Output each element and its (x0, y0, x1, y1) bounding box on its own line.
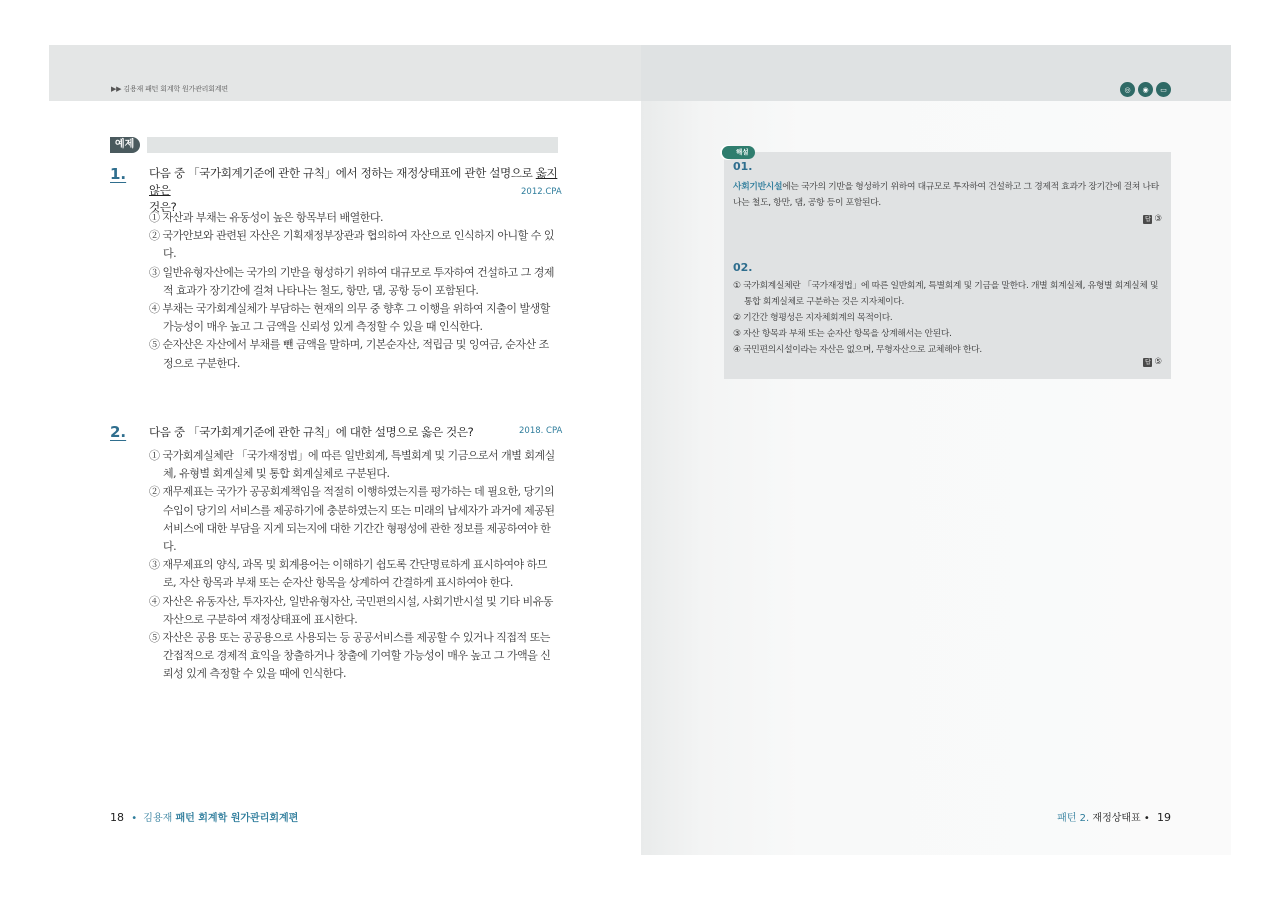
solution-text (733, 278, 1163, 358)
badge-icon: ◎ (1120, 82, 1135, 97)
solution-line: ④ 국민편의시설이라는 자산은 없으며, 무형자산으로 교체해야 한다. (733, 345, 982, 355)
option-item: ③ 재무제표의 양식, 과목 및 회계용어는 이해하기 쉽도록 간단명료하게 표시하여야 하므로, 자산 항목과 부채 또는 순자산 항목을 상계하여 간결하게 표시하여야 한다. (149, 558, 547, 590)
solution-tag: 해설 (722, 146, 755, 159)
option-item: ⑤ 자산은 공용 또는 공공용으로 사용되는 등 공공서비스를 제공할 수 있거나 직접적 또는 간접적으로 경제적 효익을 창출하거나 창출에 기여할 가능성이 매우 높고 그 가액을 신뢰성 있게 측정할 수 있을 때에 인식한다. (149, 631, 551, 681)
solution-text (733, 179, 1163, 211)
solution-line: ① 국가회계실체란 「국가재정법」에 따른 일반회계, 특별회계 및 기금을 말한다. 개별 회계실체, 유형별 회계실체 및 통합 회계실체로 구분하는 것은 지자체이다. (733, 281, 1159, 307)
solution-body: 에는 국가의 기반을 형성하기 위하여 대규모로 투자하여 건설하고 그 경제적 효과가 장기간에 걸쳐 나타나는 철도, 항만, 댐, 공항 등이 포함된다. (733, 182, 1159, 208)
question-number: 1. (110, 165, 127, 183)
left-footer (110, 809, 298, 824)
solution-box (724, 152, 1171, 379)
right-footer (1057, 809, 1171, 824)
solution-number: 02. (733, 261, 753, 274)
option-item: ④ 부채는 국가회계실체가 부담하는 현재의 의무 중 향후 그 이행을 위하여 지출이 발생할 가능성이 매우 높고 그 금액을 신뢰성 있게 측정할 수 있을 때 인식한다. (149, 302, 550, 334)
options-list (149, 209, 558, 373)
question-source: 2012.CPA (521, 187, 562, 197)
solution-number: 01. (733, 160, 753, 173)
answer-value: ③ (1154, 214, 1162, 224)
option-item: ③ 일반유형자산에는 국가의 기반을 형성하기 위하여 대규모로 투자하여 건설하고 그 경제적 효과가 장기간에 걸쳐 나타나는 철도, 항만, 댐, 공항 등이 포함된다. (149, 265, 554, 297)
solution-answer (1143, 357, 1162, 367)
option-item: ② 국가안보와 관련된 자산은 기획재정부장관과 협의하여 자산으로 인식하지 아니할 수 있다. (149, 229, 554, 261)
solution-line: ③ 자산 항목과 부채 또는 순자산 항목을 상계해서는 안된다. (733, 329, 952, 339)
prompt-text: 다음 중 「국가회계기준에 관한 규칙」에서 정하는 재정상태표에 관한 설명으로 (149, 166, 536, 180)
left-page (49, 45, 641, 855)
header-icons (1120, 82, 1171, 97)
example-tag: 예제 (110, 137, 140, 153)
footer-title: 패턴 회계학 원가관리회계편 (175, 813, 299, 824)
option-item: ⑤ 순자산은 자산에서 부채를 뺀 금액을 말하며, 기본순자산, 적립금 및 잉여금, 순자산 조정으로 구분한다. (149, 338, 549, 370)
option-item: ① 자산과 부채는 유동성이 높은 항목부터 배열한다. (149, 211, 383, 224)
book-spread (49, 45, 1231, 855)
badge-icon: ◉ (1138, 82, 1153, 97)
book-title: ▶▶ 김용재 패턴 회계학 원가관리회계편 (111, 85, 228, 93)
footer-dot: • (131, 813, 138, 824)
answer-box-icon: 답 (1144, 358, 1151, 366)
option-item: ② 재무제표는 국가가 공공회계책임을 적절히 이행하였는지를 평가하는 데 필요한, 당기의 수입이 당기의 서비스를 제공하기에 충분하였는지 또는 미래의 납세자가 과거에 제공된 서비스에 대한 부담을 지게 되는지에 대한 기간간 형평성에 관한 정보를 제공하여야 한다. (149, 485, 555, 554)
solution-line: ② 기간간 형평성은 지자체회계의 목적이다. (733, 313, 893, 323)
answer-value: ⑤ (1154, 357, 1162, 367)
page-number: 19 (1157, 811, 1171, 824)
footer-dot: • (1143, 813, 1150, 824)
left-header (49, 45, 641, 101)
prompt-underlined: 옳지 않은 (149, 166, 558, 197)
option-item: ① 국가회계실체란 「국가재정법」에 따른 일반회계, 특별회계 및 기금으로서 개별 회계실체, 유형별 회계실체 및 통합 회계실체로 구분된다. (149, 449, 555, 481)
options-list (149, 447, 558, 684)
example-bar (147, 137, 558, 153)
answer-box-icon: 답 (1144, 215, 1151, 223)
footer-chapter: 패턴 2. (1057, 813, 1090, 824)
footer-chapter-title: 재정상태표 (1092, 813, 1141, 824)
right-header (641, 45, 1231, 101)
badge-icon: ▭ (1156, 82, 1171, 97)
page-number: 18 (110, 811, 124, 824)
question-number: 2. (110, 423, 127, 441)
prompt-text-end: 것은? (149, 200, 177, 214)
footer-author: 김용재 (143, 813, 173, 824)
solution-answer (1143, 214, 1162, 224)
question-prompt: 다음 중 「국가회계기준에 관한 규칙」에 대한 설명으로 옳은 것은? (149, 425, 474, 439)
right-page (641, 45, 1231, 855)
solution-highlight: 사회기반시설 (733, 182, 783, 192)
question-source: 2018. CPA (519, 426, 563, 436)
option-item: ④ 자산은 유동자산, 투자자산, 일반유형자산, 국민편의시설, 사회기반시설 및 기타 비유동자산으로 구분하여 재정상태표에 표시한다. (149, 594, 553, 626)
